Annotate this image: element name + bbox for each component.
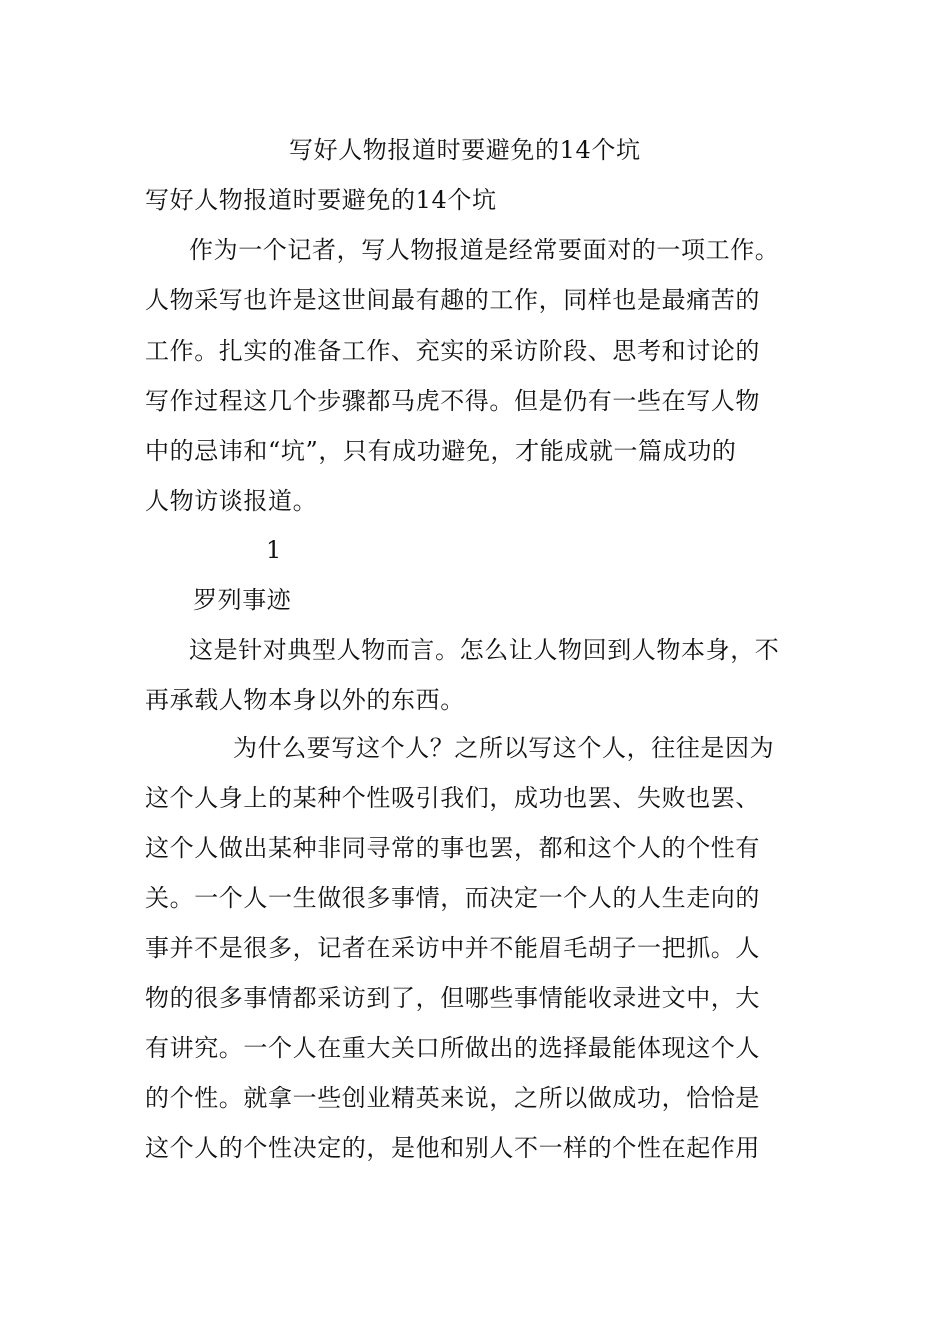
body-line: 事并不是很多，记者在采访中并不能眉毛胡子一把抓。人 xyxy=(145,934,760,962)
body-line: 的个性。就拿一些创业精英来说，之所以做成功，恰恰是 xyxy=(145,1084,760,1112)
intro-line: 写作过程这几个步骤都马虎不得。但是仍有一些在写人物 xyxy=(145,387,760,415)
body-line: 物的很多事情都采访到了，但哪些事情能收录进文中，大 xyxy=(145,984,760,1012)
intro-line: 工作。扎实的准备工作、充实的采访阶段、思考和讨论的 xyxy=(145,337,760,365)
section-intro-line: 再承载人物本身以外的东西。 xyxy=(145,686,465,714)
section-heading: 罗列事迹 xyxy=(193,586,292,614)
body-line: 这个人做出某种非同寻常的事也罢，都和这个人的个性有 xyxy=(145,834,760,862)
header-title: 写好人物报道时要避免的14个坑 xyxy=(289,136,641,164)
section-intro-line: 这是针对典型人物而言。怎么让人物回到人物本身，不 xyxy=(189,636,780,664)
body-line: 为什么要写这个人？之所以写这个人，往往是因为 xyxy=(233,734,775,762)
intro-line: 人物采写也许是这世间最有趣的工作，同样也是最痛苦的 xyxy=(145,286,760,314)
intro-line: 中的忌讳和“坑”，只有成功避免，才能成就一篇成功的 xyxy=(145,437,737,465)
body-line: 有讲究。一个人在重大关口所做出的选择最能体现这个人 xyxy=(145,1034,760,1062)
body-line: 这个人身上的某种个性吸引我们，成功也罢、失败也罢、 xyxy=(145,784,760,812)
intro-line: 人物访谈报道。 xyxy=(145,487,318,515)
section-number: 1 xyxy=(266,536,282,564)
body-line: 关。一个人一生做很多事情，而决定一个人的人生走向的 xyxy=(145,884,760,912)
article-title: 写好人物报道时要避免的14个坑 xyxy=(145,186,497,214)
intro-line: 作为一个记者，写人物报道是经常要面对的一项工作。 xyxy=(189,236,780,264)
body-line: 这个人的个性决定的，是他和别人不一样的个性在起作用 xyxy=(145,1134,760,1162)
